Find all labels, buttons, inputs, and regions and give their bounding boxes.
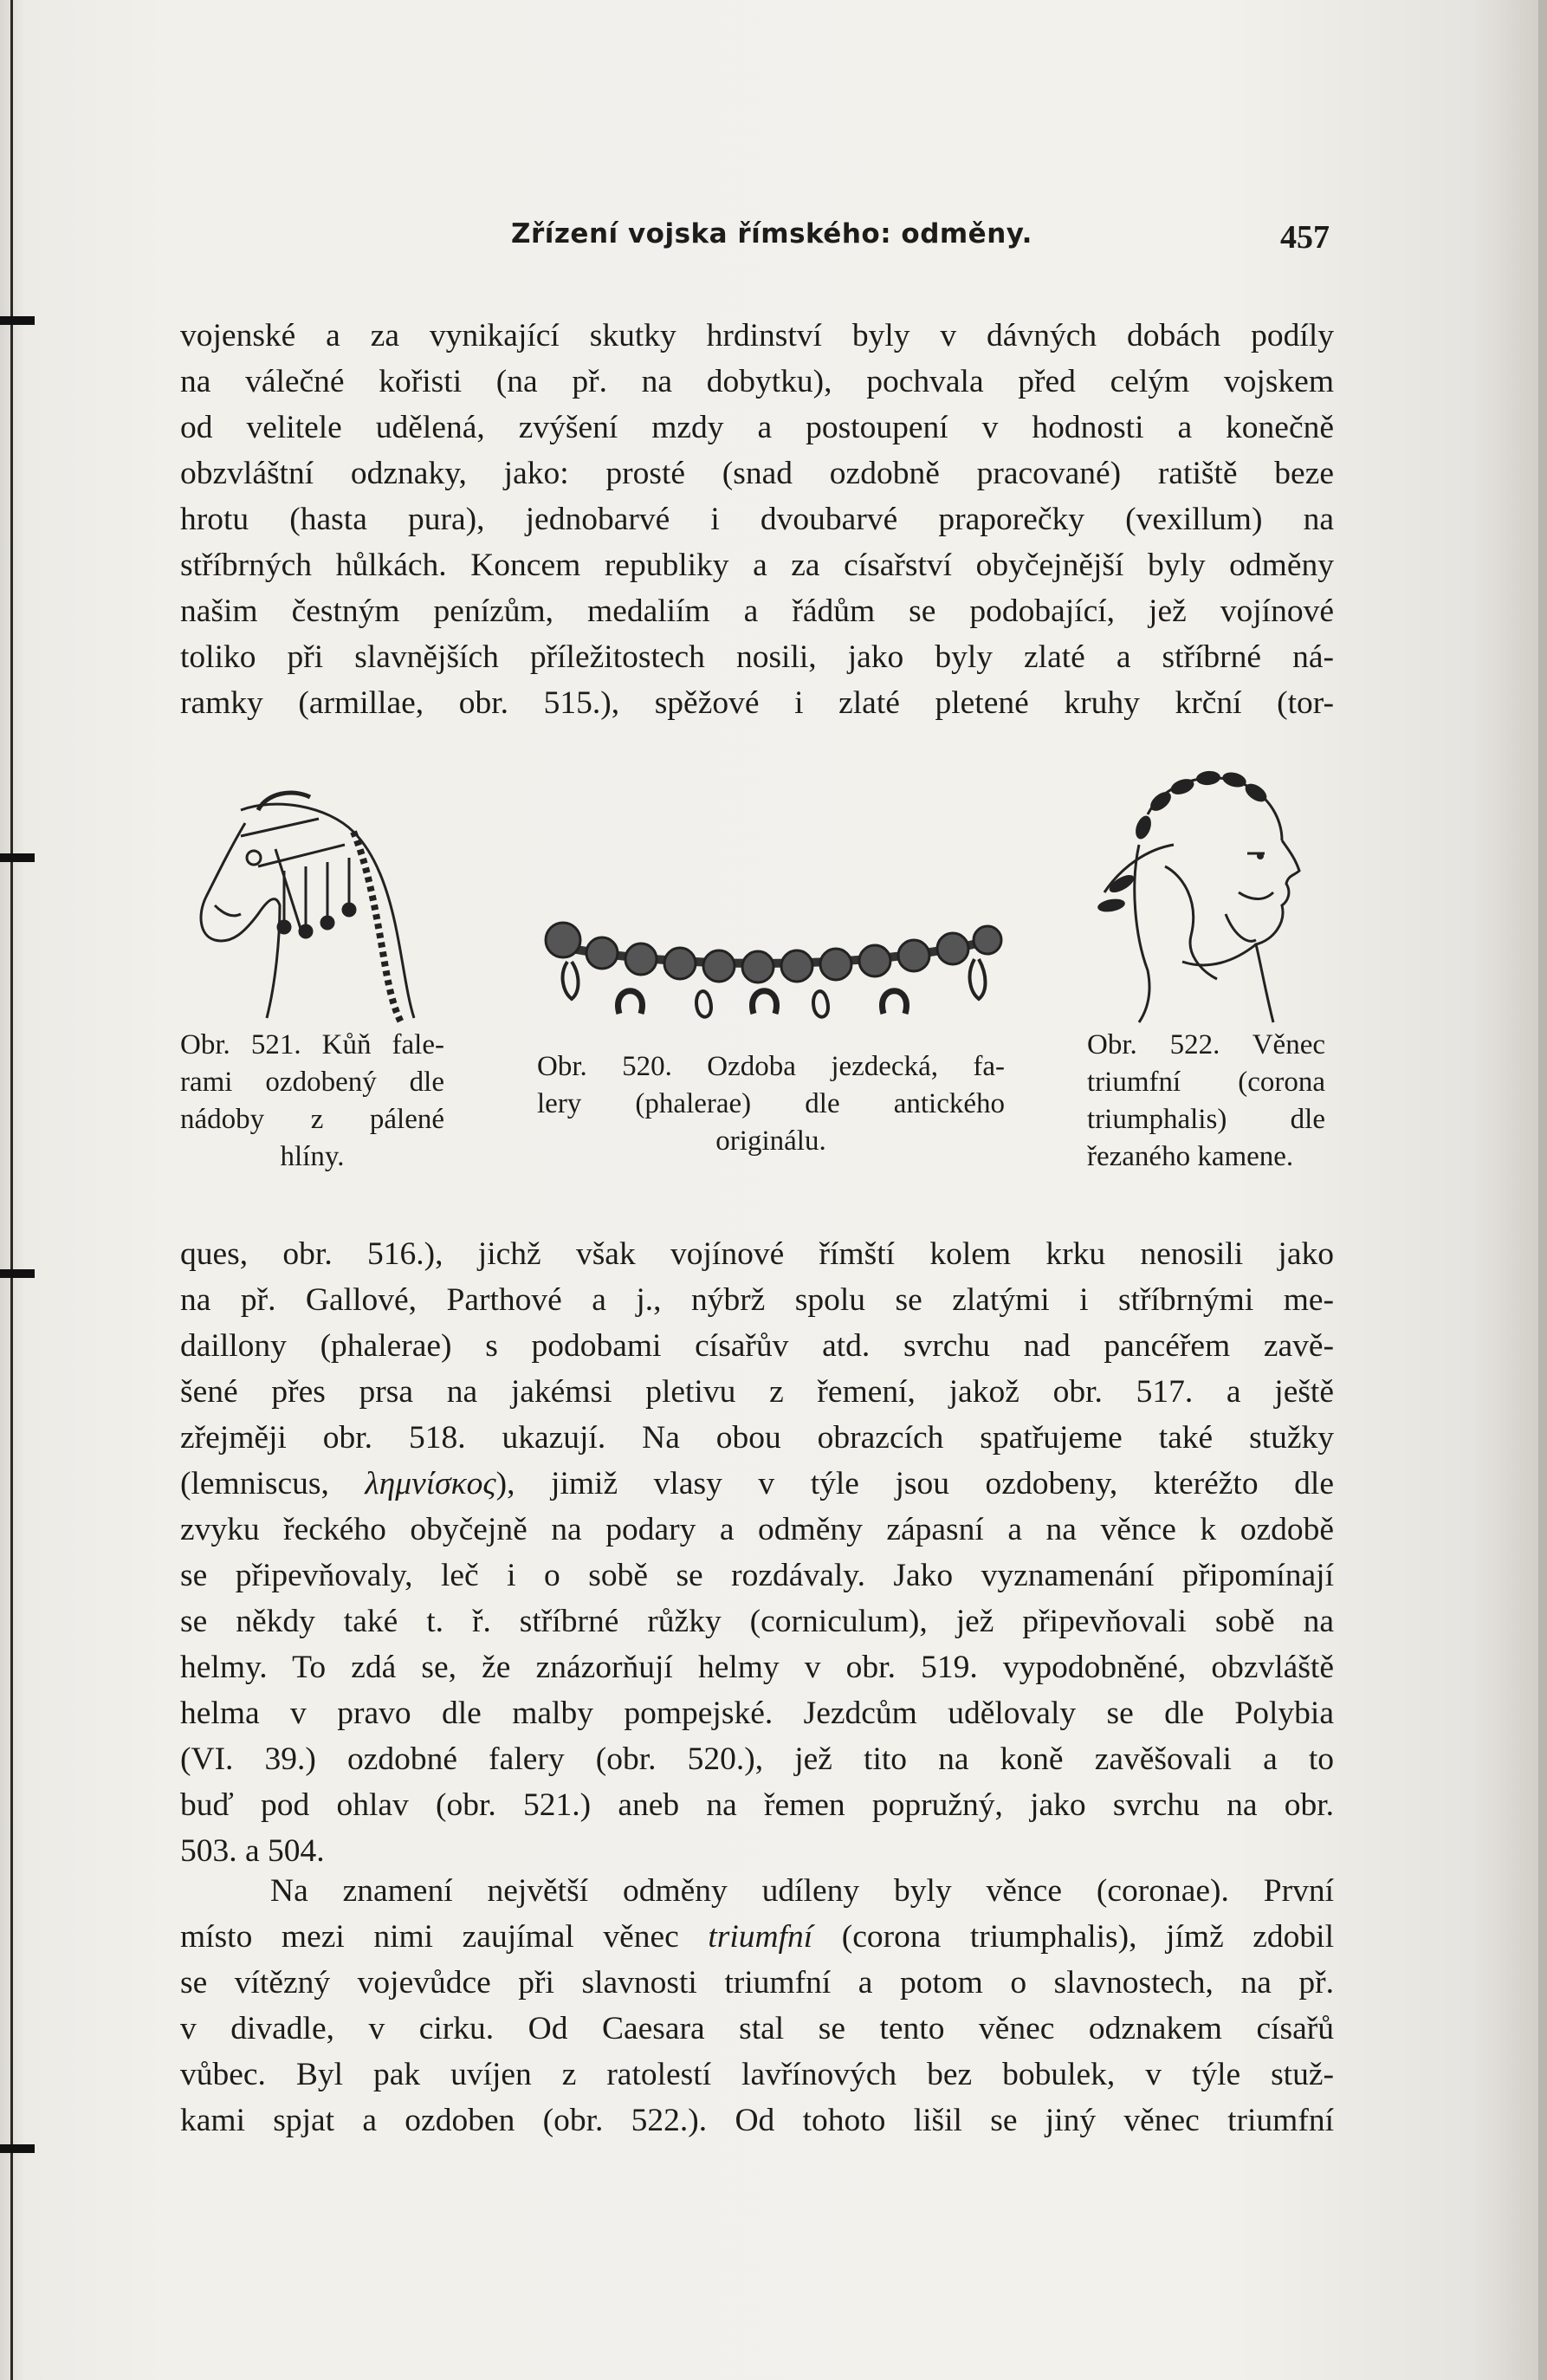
- figure-522: [1087, 762, 1325, 1176]
- text-line: toliko při slavnějších příležitostech nosili, jako byly zlaté a stříbrné ná-: [180, 639, 1334, 675]
- caption-line: nádoby z pálené: [180, 1104, 444, 1135]
- text-line: ramky (armillae, obr. 515.), spěžové i zlaté pletené kruhy krční (tor-: [180, 685, 1334, 721]
- caption-line: Obr. 520. Ozdoba jezdecká, fa-: [537, 1051, 1005, 1082]
- figure-520-caption: [537, 1048, 1005, 1160]
- binding-mark: [0, 1269, 35, 1278]
- text-line-lemniscus: [180, 1461, 1334, 1507]
- binding-edge: [10, 0, 13, 2380]
- page-number: 457: [1280, 219, 1330, 256]
- caption-line: originálu.: [715, 1125, 826, 1157]
- caption-line: rami ozdobený dle: [180, 1067, 444, 1098]
- text-line: od velitele udělená, zvýšení mzdy a postoupení v hodnosti a konečně: [180, 410, 1334, 445]
- page-edge: [1538, 0, 1547, 2380]
- text-line: se vítězný vojevůdce při slavnosti triumfní a potom o slavnostech, na př.: [180, 1965, 1334, 2001]
- text-line: hrotu (hasta pura), jednobarvé i dvoubarvé praporečky (vexillum) na: [180, 502, 1334, 537]
- caption-line: Obr. 521. Kůň fale-: [180, 1029, 444, 1060]
- text-line: 503. a 504.: [180, 1833, 325, 1869]
- figure-521-caption: [180, 1027, 444, 1176]
- text-line: na př. Gallové, Parthové a j., nýbrž spolu se zlatými i stříbrnými me-: [180, 1282, 1334, 1318]
- text-line: stříbrných hůlkách. Koncem republiky a za císařství obyčejnější byly odměny: [180, 548, 1334, 583]
- text-line: ques, obr. 516.), jichž však vojínové římští kolem krku nenosili jako: [180, 1236, 1334, 1272]
- text-fragment: (lemniscus,: [180, 1466, 366, 1501]
- figure-521: [180, 784, 444, 1176]
- text-line: (VI. 39.) ozdobné falery (obr. 520.), jež tito na koně zavěšovali a to: [180, 1741, 1334, 1777]
- caption-line: Obr. 522. Věnec: [1087, 1029, 1325, 1060]
- paragraph-3: [180, 1868, 1334, 2143]
- greek-word: λημνίσκος: [365, 1466, 496, 1501]
- binding-mark: [0, 316, 35, 325]
- text-line: daillony (phalerae) s podobami císařův atd. svrchu nad pancéřem zavě-: [180, 1328, 1334, 1364]
- crowned-head-illustration: [1087, 762, 1325, 1027]
- figure-522-caption: [1087, 1027, 1325, 1176]
- paragraph-1: [180, 313, 1334, 726]
- text-line: zvyku řeckého obyčejně na podary a odměny zápasní a na věnce k ozdobě: [180, 1512, 1334, 1547]
- text-line: vojenské a za vynikající skutky hrdinství byly v dávných dobách podíly: [180, 318, 1334, 353]
- text-line: buď pod ohlav (obr. 521.) aneb na řemen popružný, jako svrchu na obr.: [180, 1787, 1334, 1823]
- text-fragment: (corona triumphalis), jímž zdobil: [812, 1919, 1334, 1955]
- paragraph-2: [180, 1231, 1334, 1874]
- text-line: obzvláštní odznaky, jako: prosté (snad ozdobně pracované) ratiště beze: [180, 456, 1334, 491]
- text-line: našim čestným penízům, medaliím a řádům se podobající, jež vojínové: [180, 593, 1334, 629]
- caption-line: řezaného kamene.: [1087, 1141, 1294, 1172]
- phalerae-illustration: [537, 905, 1005, 1031]
- text-line: helmy. To zdá se, že znázorňují helmy v obr. 519. vypodobněné, obzvláště: [180, 1650, 1334, 1685]
- text-line: zřejměji obr. 518. ukazují. Na obou obrazcích spatřujeme také stužky: [180, 1420, 1334, 1456]
- figure-520: [537, 905, 1005, 1160]
- text-line: v divadle, v cirku. Od Caesara stal se tento věnec odznakem císařů: [180, 2011, 1334, 2046]
- text-line-triumfni: [180, 1914, 1334, 1960]
- running-header: [186, 218, 1330, 262]
- text-line: na válečné kořisti (na př. na dobytku), pochvala před celým vojskem: [180, 364, 1334, 399]
- binding-mark: [0, 853, 35, 862]
- caption-line: hlíny.: [280, 1141, 345, 1172]
- text-line: se připevňovaly, leč i o sobě se rozdávaly. Jako vyznamenání připomínají: [180, 1558, 1334, 1593]
- text-line: šené přes prsa na jakémsi pletivu z řemení, jakož obr. 517. a ještě: [180, 1374, 1334, 1410]
- italic-word: triumfní: [708, 1919, 813, 1955]
- text-line: helma v pravo dle malby pompejské. Jezdcům udělovaly se dle Polybia: [180, 1696, 1334, 1731]
- caption-line: triumfní (corona: [1087, 1067, 1325, 1098]
- binding-mark: [0, 2144, 35, 2153]
- text-line: vůbec. Byl pak uvíjen z ratolestí lavřínových bez bobulek, v týle stuž-: [180, 2057, 1334, 2092]
- text-line: kami spjat a ozdoben (obr. 522.). Od tohoto lišil se jiný věnec triumfní: [180, 2103, 1334, 2138]
- text-line: Na znamení největší odměny udíleny byly věnce (coronae). První: [270, 1873, 1334, 1909]
- text-fragment: ), jimiž vlasy v týle jsou ozdobeny, kteréžto dle: [495, 1466, 1334, 1501]
- text-line: se někdy také t. ř. stříbrné růžky (corniculum), jež připevňovali sobě na: [180, 1604, 1334, 1639]
- header-title: Zřízení vojska římského: odměny.: [511, 218, 1032, 250]
- caption-line: triumphalis) dle: [1087, 1104, 1325, 1135]
- text-fragment: místo mezi nimi zaujímal věnec: [180, 1919, 709, 1955]
- caption-line: lery (phalerae) dle antického: [537, 1088, 1005, 1119]
- horse-head-illustration: [180, 784, 444, 1027]
